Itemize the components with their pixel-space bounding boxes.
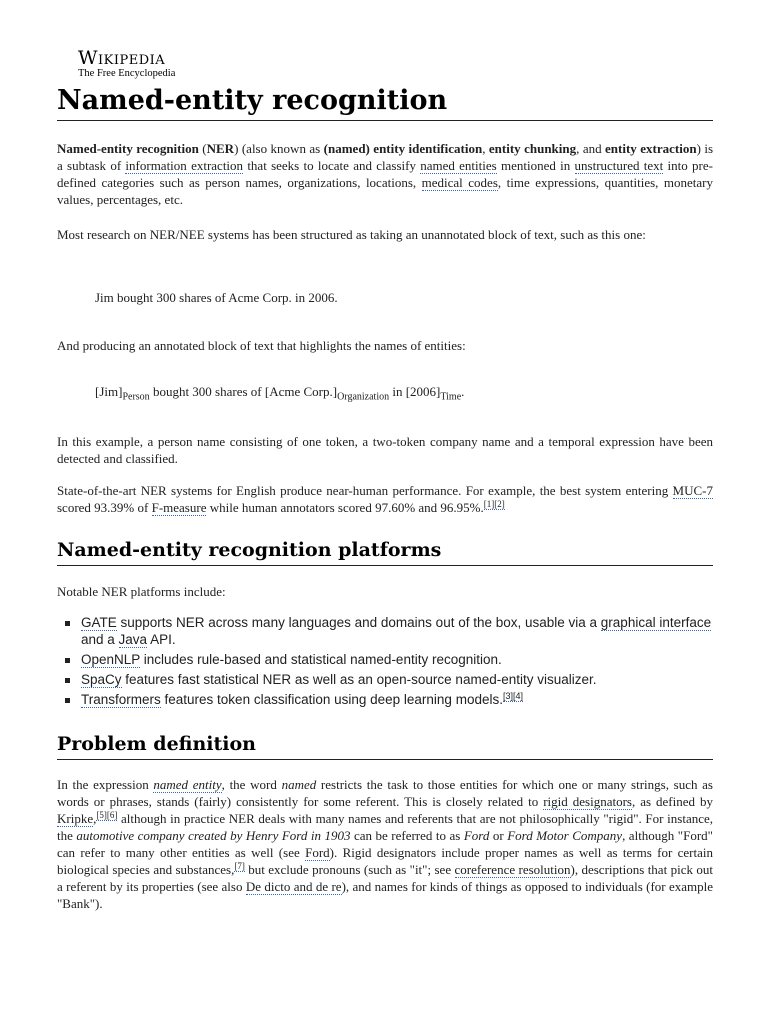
paragraph-annotated <box>57 337 713 354</box>
platforms-intro <box>57 583 713 600</box>
text: , time expressions, quantities, monetary values, percentages, etc. <box>57 175 714 207</box>
text: features fast statistical NER as well as an open-source named-entity visualizer. <box>121 672 597 687</box>
paragraph-research <box>57 226 713 243</box>
text: restricts the task to those entities for which one or many strings, such as words or phrases, stands (fairly) consistently for some referent. This is closely related to <box>57 777 713 809</box>
text: supports NER across many languages and domains out of the box, usable via a <box>116 615 601 630</box>
link-gate[interactable]: GATE <box>81 615 117 630</box>
text: into pre-defined categories such as person names, organizations, locations, <box>57 158 713 190</box>
text: or <box>489 828 508 843</box>
link-graphical-interface[interactable]: graphical interface <box>600 615 712 630</box>
entity: [Jim] <box>95 384 123 399</box>
text: , and <box>576 141 606 156</box>
text: API. <box>147 632 176 647</box>
link-spacy[interactable]: SpaCy <box>81 672 122 687</box>
text: ). Rigid designators include proper names as well as terms for certain biological species and substances, <box>57 845 714 877</box>
list-item <box>57 691 713 708</box>
text: , <box>93 811 97 826</box>
link-coreference-resolution[interactable]: coreference resolution <box>454 862 571 877</box>
text: and a <box>81 632 119 647</box>
citation[interactable]: [5][6] <box>96 809 118 820</box>
text: mentioned in <box>496 158 575 173</box>
paragraph-text: In this example, a person name consisting of one token, a two-token company name and a temporal expression have been detected and classified. <box>57 434 713 466</box>
citation[interactable]: [3][4] <box>502 690 523 701</box>
link-opennlp[interactable]: OpenNLP <box>81 652 141 667</box>
text: . <box>461 384 465 399</box>
text: State-of-the-art NER systems for English produce near-human performance. For example, the best system entering <box>57 483 673 498</box>
text: that seeks to locate and classify <box>243 158 421 173</box>
term-abbr: NER <box>206 141 235 156</box>
text: ( <box>198 141 207 156</box>
citation[interactable]: [1][2] <box>483 498 505 509</box>
link-named-entity[interactable]: named entity <box>153 777 222 792</box>
term-ner: Named-entity recognition <box>57 141 199 156</box>
list-item <box>57 614 713 648</box>
paragraph-state-of-art <box>57 482 713 516</box>
example-annotated <box>95 384 465 403</box>
heading-text: Named-entity recognition platforms <box>57 537 713 566</box>
text: although in practice NER deals with many names and referents that are not philosophically "rigid". For instance, the <box>57 811 713 843</box>
section-heading-problem <box>57 731 713 760</box>
wikipedia-logo[interactable] <box>78 48 175 80</box>
text: includes rule-based and statistical named-entity recognition. <box>140 652 502 667</box>
platforms-list <box>57 614 713 711</box>
intro-paragraph <box>57 140 713 208</box>
page-title: Named-entity recognition <box>57 84 713 121</box>
term-alt3: entity extraction <box>605 141 697 156</box>
text: scored 93.39% of <box>57 500 152 515</box>
link-java[interactable]: Java <box>118 632 148 647</box>
entity: bought 300 shares of [Acme Corp.] <box>149 384 338 399</box>
paragraph-text: Notable NER platforms include: <box>57 584 226 599</box>
link-ford[interactable]: Ford <box>305 845 330 860</box>
emphasis: automotive company created by Henry Ford in 1903 <box>76 828 351 843</box>
link-de-dicto-de-re[interactable]: De dicto and de re <box>245 879 342 894</box>
text: , <box>482 141 489 156</box>
entity-type: Person <box>122 391 150 403</box>
text: , the word <box>221 777 282 792</box>
term-alt2: entity chunking <box>488 141 577 156</box>
text: but exclude pronouns (such as "it"; see <box>244 862 455 877</box>
link-medical-codes[interactable]: medical codes <box>421 175 498 190</box>
text: In the expression <box>57 777 154 792</box>
link-f-measure[interactable]: F-measure <box>151 500 207 515</box>
link-muc7[interactable]: MUC-7 <box>672 483 713 498</box>
text: can be referred to as <box>350 828 464 843</box>
entity-type: Organization <box>337 391 390 403</box>
link-information-extraction[interactable]: information extraction <box>125 158 244 173</box>
link-named-entities[interactable]: named entities <box>420 158 497 173</box>
paragraph-text: Most research on NER/NEE systems has been structured as taking an unannotated block of text, such as this one: <box>57 227 646 242</box>
entity: in [2006] <box>389 384 441 399</box>
text: features token classification using deep learning models. <box>160 692 503 707</box>
text: ), descriptions that pick out a referent by its properties (see also <box>57 862 713 894</box>
paragraph-text: And producing an annotated block of text that highlights the names of entities: <box>57 338 466 353</box>
text: ) (also known as <box>234 141 324 156</box>
paragraph-example <box>57 433 713 467</box>
citation[interactable]: [7] <box>234 860 245 871</box>
text: ) is a subtask of <box>57 141 713 173</box>
link-unstructured-text[interactable]: unstructured text <box>574 158 664 173</box>
emphasis: Ford <box>463 828 490 843</box>
link-transformers[interactable]: Transformers <box>81 692 161 707</box>
term-alt1: (named) entity identification <box>323 141 483 156</box>
list-item <box>57 651 713 668</box>
problem-paragraph <box>57 776 713 912</box>
entity-type: Time <box>440 391 462 403</box>
logo-tagline: The Free Encyclopedia <box>78 68 176 79</box>
heading-text: Problem definition <box>57 731 713 760</box>
text: while human annotators scored 97.60% and 96.95%. <box>206 500 484 515</box>
link-rigid-designators[interactable]: rigid designators <box>543 794 632 809</box>
text: , although "Ford" can refer to many other entities as well (see <box>57 828 713 860</box>
logo-wordmark: Wikipedia <box>78 47 166 69</box>
emphasis: named <box>281 777 317 792</box>
example-unannotated: Jim bought 300 shares of Acme Corp. in 2006. <box>95 290 338 305</box>
link-kripke[interactable]: Kripke <box>57 811 94 826</box>
text: , as defined by <box>631 794 714 809</box>
text: ), and names for kinds of things as opposed to individuals (for example "Bank"). <box>57 879 713 911</box>
list-item <box>57 671 713 688</box>
emphasis: Ford Motor Company <box>507 828 623 843</box>
section-heading-platforms <box>57 537 713 566</box>
